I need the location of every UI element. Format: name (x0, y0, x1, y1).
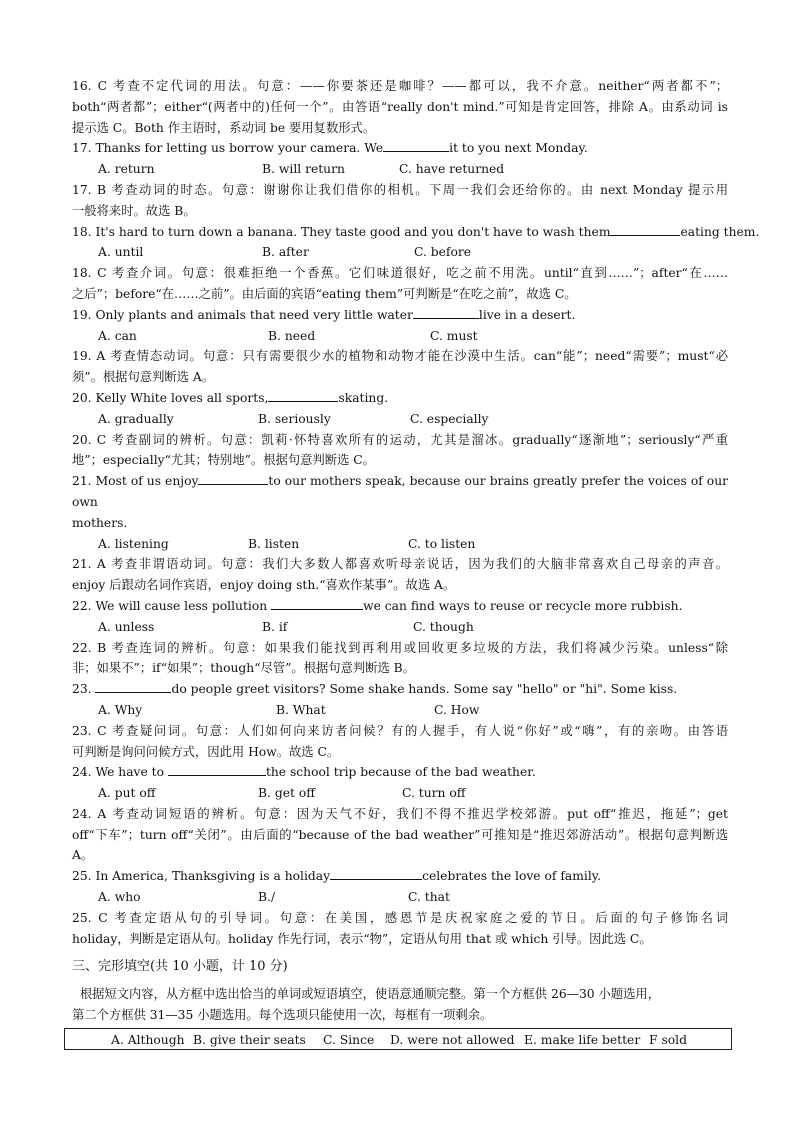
question-text: it to you next Monday. (449, 141, 588, 156)
options-row (72, 617, 728, 638)
option: A. who (98, 890, 141, 905)
question-line-cont: mothers. (72, 515, 128, 530)
question-line (72, 471, 728, 513)
option: A. return (98, 162, 155, 177)
options-row (72, 783, 728, 804)
answer-blank (271, 597, 363, 610)
explanation-line: 17. B 考查动词的时态。句意：谢谢你让我们借你的相机。下周一我们会还给你的。由 next Monday 提示用 (72, 182, 728, 197)
explanation-line: 22. B 考查连词的辨析。句意：如果我们能找到再利用或回收更多垃圾的方法，我们将减少污染。unless“除 (72, 640, 728, 655)
section-title: 三、完形填空(共 10 小题，计 10 分) (72, 959, 288, 975)
options-row (72, 700, 728, 721)
question-text: 23. (72, 682, 96, 697)
answer-blank (198, 472, 268, 485)
option: C. that (408, 890, 450, 905)
option: B. after (262, 245, 309, 260)
option: B. if (262, 619, 288, 634)
question-text: 17. Thanks for letting us borrow your camera. We (72, 141, 384, 156)
answer-blank (268, 389, 338, 402)
answer-blank (95, 680, 171, 693)
explanation-line: 24. A 考查动词短语的辨析。句意：因为天气不好，我们不得不推迟学校郊游。put off“推迟，拖延”；get (72, 806, 728, 821)
word-option: E. make life better (524, 1032, 641, 1047)
explanation-line: 16. C 考查不定代词的用法。句意：——你要茶还是咖啡？——都可以，我不介意。neither“两者都不”； (72, 79, 728, 93)
explanation-line: 之后”；before“在……之前”。由后面的宾语“eating them”可判断是“在吃之前”，故选 C。 (72, 286, 577, 301)
word-option: F sold (649, 1032, 687, 1047)
question-line (72, 679, 728, 700)
question-text: 18. It's hard to turn down a banana. They taste good and you don't have to wash them (72, 224, 611, 239)
option: A. Why (98, 702, 143, 717)
explanation-line: 19. A 考查情态动词。句意：只有需要很少水的植物和动物才能在沙漠中生活。can“能”；need“需要”；must“必 (72, 349, 728, 364)
option: B. seriously (258, 411, 331, 426)
explanation-line: 21. A 考查非谓语动词。句意：我们大多数人都喜欢听母亲说话，因为我们的大脑非常喜欢自己母亲的声音。 (72, 557, 728, 572)
question-text: 19. Only plants and animals that need very little water (72, 307, 413, 322)
options-row (72, 409, 728, 430)
answer-blank (610, 223, 680, 236)
option: B. need (268, 328, 316, 343)
question-text: 22. We will cause less pollution (72, 598, 272, 613)
word-option: D. were not allowed (390, 1032, 515, 1047)
question-line (72, 388, 728, 409)
question-text: we can find ways to reuse or recycle more rubbish. (363, 598, 683, 613)
explanation-line: both“两者都”；either“(两者中的)任何一个”。由答语“really don't mind.”可知是肯定回答，排除 A。由系动词 is (72, 99, 728, 114)
explanation-line: 可判断是询问问候方式，因此用 How。故选 C。 (72, 744, 340, 759)
option: B./ (258, 890, 276, 905)
question-text: 24. We have to (72, 765, 168, 780)
option: B. listen (248, 536, 300, 551)
question-line (72, 138, 728, 159)
option: B. get off (258, 786, 315, 801)
instruction-line: 根据短文内容，从方框中选出恰当的单词或短语填空，使语意通顺完整。第一个方框供 26—30 小题选用， (72, 987, 660, 1002)
option: A. put off (98, 786, 156, 801)
option: B. will return (262, 162, 345, 177)
word-option: C. Since (323, 1032, 375, 1047)
option: C. have returned (399, 162, 505, 177)
option: C. How (434, 702, 480, 717)
option: C. especially (410, 411, 489, 426)
option: A. until (98, 245, 144, 260)
question-text: 25. In America, Thanksgiving is a holiday (72, 869, 331, 884)
question-text: do people greet visitors? Some shake hands. Some say "hello" or "hi". Some kiss. (171, 682, 678, 697)
options-row (72, 159, 728, 180)
question-line (72, 596, 728, 617)
question-text: 20. Kelly White loves all sports, (72, 390, 269, 405)
question-text: eating them. (680, 224, 760, 239)
explanation-line: 非；如果不”；if“如果”；though“尽管”。根据句意判断选 B。 (72, 661, 416, 676)
page (72, 76, 760, 1050)
answer-blank (413, 306, 479, 319)
explanation-line: 23. C 考查疑问词。句意：人们如何向来访者问候？有的人握手，有人说“你好”或“嗨”，有的亲吻。由答语 (72, 723, 728, 738)
question-text: celebrates the love of family. (422, 869, 601, 884)
option: A. gradually (98, 411, 174, 426)
word-option: A. Although (111, 1032, 185, 1047)
question-text: to our mothers speak, because our brains greatly prefer the voices of our own (72, 474, 729, 509)
explanation-line: 25. C 考查定语从句的引导词。句意：在美国，感恩节是庆祝家庭之爱的节日。后面的句子修饰名词 (72, 910, 728, 925)
explanation-line: 20. C 考查副词的辨析。句意：凯莉·怀特喜欢所有的运动，尤其是溜冰。gradually“逐渐地”；seriously“严重 (72, 432, 728, 447)
explanation-line: 地”；especially“尤其；特别地”。根据句意判断选 C。 (72, 453, 375, 468)
word-box (64, 1028, 732, 1050)
explanation-line: 须”。根据句意判断选 A。 (72, 370, 215, 385)
explanation-line: enjoy 后跟动名词作宾语，enjoy doing sth.“喜欢作某事”。故选 A。 (72, 578, 456, 593)
option: A. can (98, 328, 137, 343)
question-text: skating. (338, 390, 389, 405)
question-text: the school trip because of the bad weather. (265, 765, 536, 780)
explanation-line: 18. C 考查介词。句意：很难拒绝一个香蕉。它们味道很好，吃之前不用洗。until“直到……”；after“在…… (72, 266, 728, 281)
answer-blank (168, 763, 266, 776)
question-line (72, 762, 728, 783)
option: A. listening (98, 536, 169, 551)
option: A. unless (98, 619, 155, 634)
option: C. turn off (402, 786, 466, 801)
explanation-line: holiday，判断是定语从句。holiday 作先行词，表示“物”，定语从句用 that 或 which 引导。因此选 C。 (72, 931, 652, 946)
option: C. must (430, 328, 478, 343)
option: C. before (414, 245, 472, 260)
question-line (72, 305, 728, 326)
question-line (72, 222, 760, 243)
options-row (72, 242, 728, 263)
options-row (72, 326, 728, 347)
instruction-line: 第二个方框供 31—35 小题选用。每个选项只能使用一次，每框有一项剩余。 (72, 1008, 493, 1023)
explanation-line: off“下车”；turn off“关闭”。由后面的“because of the bad weather”可推知是“推迟郊游活动”。根据句意判断选 (72, 827, 728, 842)
question-text: live in a desert. (478, 307, 576, 322)
answer-blank (383, 139, 449, 152)
question-text: 21. Most of us enjoy (72, 474, 199, 489)
question-line (72, 866, 728, 887)
explanation-line: A。 (72, 848, 94, 863)
answer-blank (330, 867, 422, 880)
options-row (72, 534, 728, 555)
word-option: B. give their seats (193, 1032, 306, 1047)
option: C. to listen (408, 536, 476, 551)
explanation-line: 提示选 C。Both 作主语时，系动词 be 要用复数形式。 (72, 120, 376, 135)
option: C. though (413, 619, 474, 634)
explanation-line: 一般将来时。故选 B。 (72, 203, 196, 218)
option: B. What (276, 702, 326, 717)
options-row (72, 887, 728, 908)
